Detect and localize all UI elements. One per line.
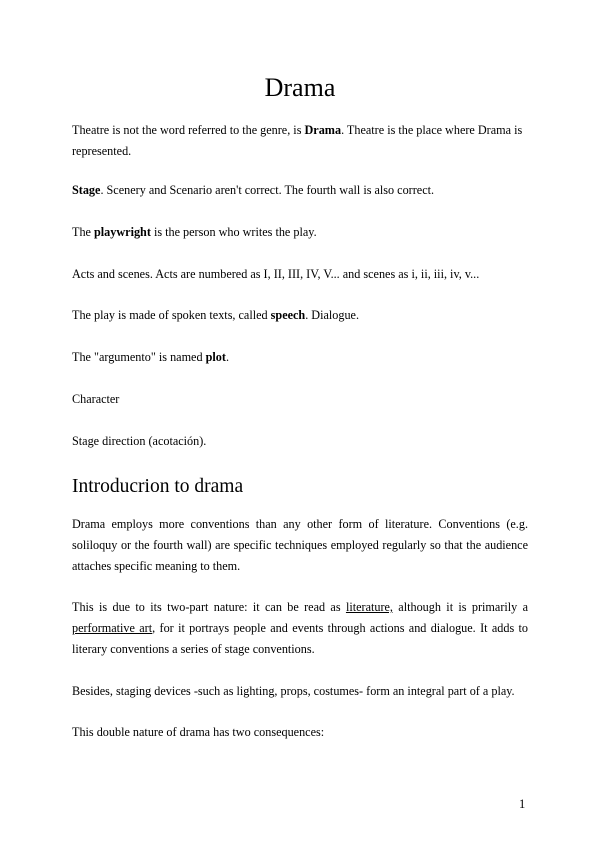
paragraph-staging-devices: Besides, staging devices -such as lighting, props, costumes- form an integral part of a play. bbox=[72, 684, 515, 698]
paragraph-conventions: Drama employs more conventions than any other form of literature. Conventions (e.g. soliloquy or the fourth wall) are specific techniques employed regularly so that the audience attaches specific meaning to them. bbox=[72, 517, 528, 573]
page-number: 1 bbox=[519, 797, 526, 811]
page-title: Drama bbox=[264, 73, 336, 102]
text-span: . bbox=[225, 350, 229, 364]
text-span: This is due to its two-part nature: it can be read as bbox=[72, 600, 346, 614]
paragraph-stage-direction: Stage direction (acotación). bbox=[72, 434, 207, 448]
text-span: although it is primarily a bbox=[392, 600, 528, 614]
bold-term-stage: Stage bbox=[72, 183, 101, 197]
paragraph-playwright bbox=[72, 222, 528, 243]
paragraph-plot bbox=[72, 347, 528, 368]
paragraph-double-nature: This double nature of drama has two consequences: bbox=[72, 725, 325, 739]
section-heading: Introducrion to drama bbox=[72, 476, 244, 497]
text-span: The "argumento" is named bbox=[72, 350, 206, 364]
paragraph-speech bbox=[72, 305, 528, 326]
text-span: . Theatre is the place where Drama is represented. bbox=[72, 123, 523, 158]
paragraph-acts-scenes: Acts and scenes. Acts are numbered as I, II, III, IV, V... and scenes as i, ii, iii, iv, v... bbox=[72, 267, 480, 281]
bold-term-playwright: playwright bbox=[94, 225, 151, 239]
bold-term-speech: speech bbox=[270, 308, 306, 322]
paragraph-character: Character bbox=[72, 392, 120, 406]
bold-term-plot: plot bbox=[205, 350, 226, 364]
text-span: . Dialogue. bbox=[305, 308, 360, 322]
text-span: is the person who writes the play. bbox=[150, 225, 317, 239]
text-span: The play is made of spoken texts, called bbox=[72, 308, 271, 322]
link-literature[interactable]: literature, bbox=[345, 600, 393, 614]
text-span: . Scenery and Scenario aren't correct. The fourth wall is also correct. bbox=[100, 183, 435, 197]
paragraph-two-part-nature bbox=[72, 597, 528, 660]
paragraph-theatre-definition bbox=[72, 120, 528, 162]
text-span: The bbox=[72, 225, 94, 239]
text-span: Theatre is not the word referred to the genre, is bbox=[72, 123, 305, 137]
paragraph-stage bbox=[72, 180, 528, 201]
text-span: , for it portrays people and events through actions and dialogue. It adds to literary conventions a series of stage conventions. bbox=[72, 621, 529, 656]
link-performative-art[interactable]: performative art bbox=[72, 621, 153, 635]
bold-term-drama: Drama bbox=[304, 123, 342, 137]
